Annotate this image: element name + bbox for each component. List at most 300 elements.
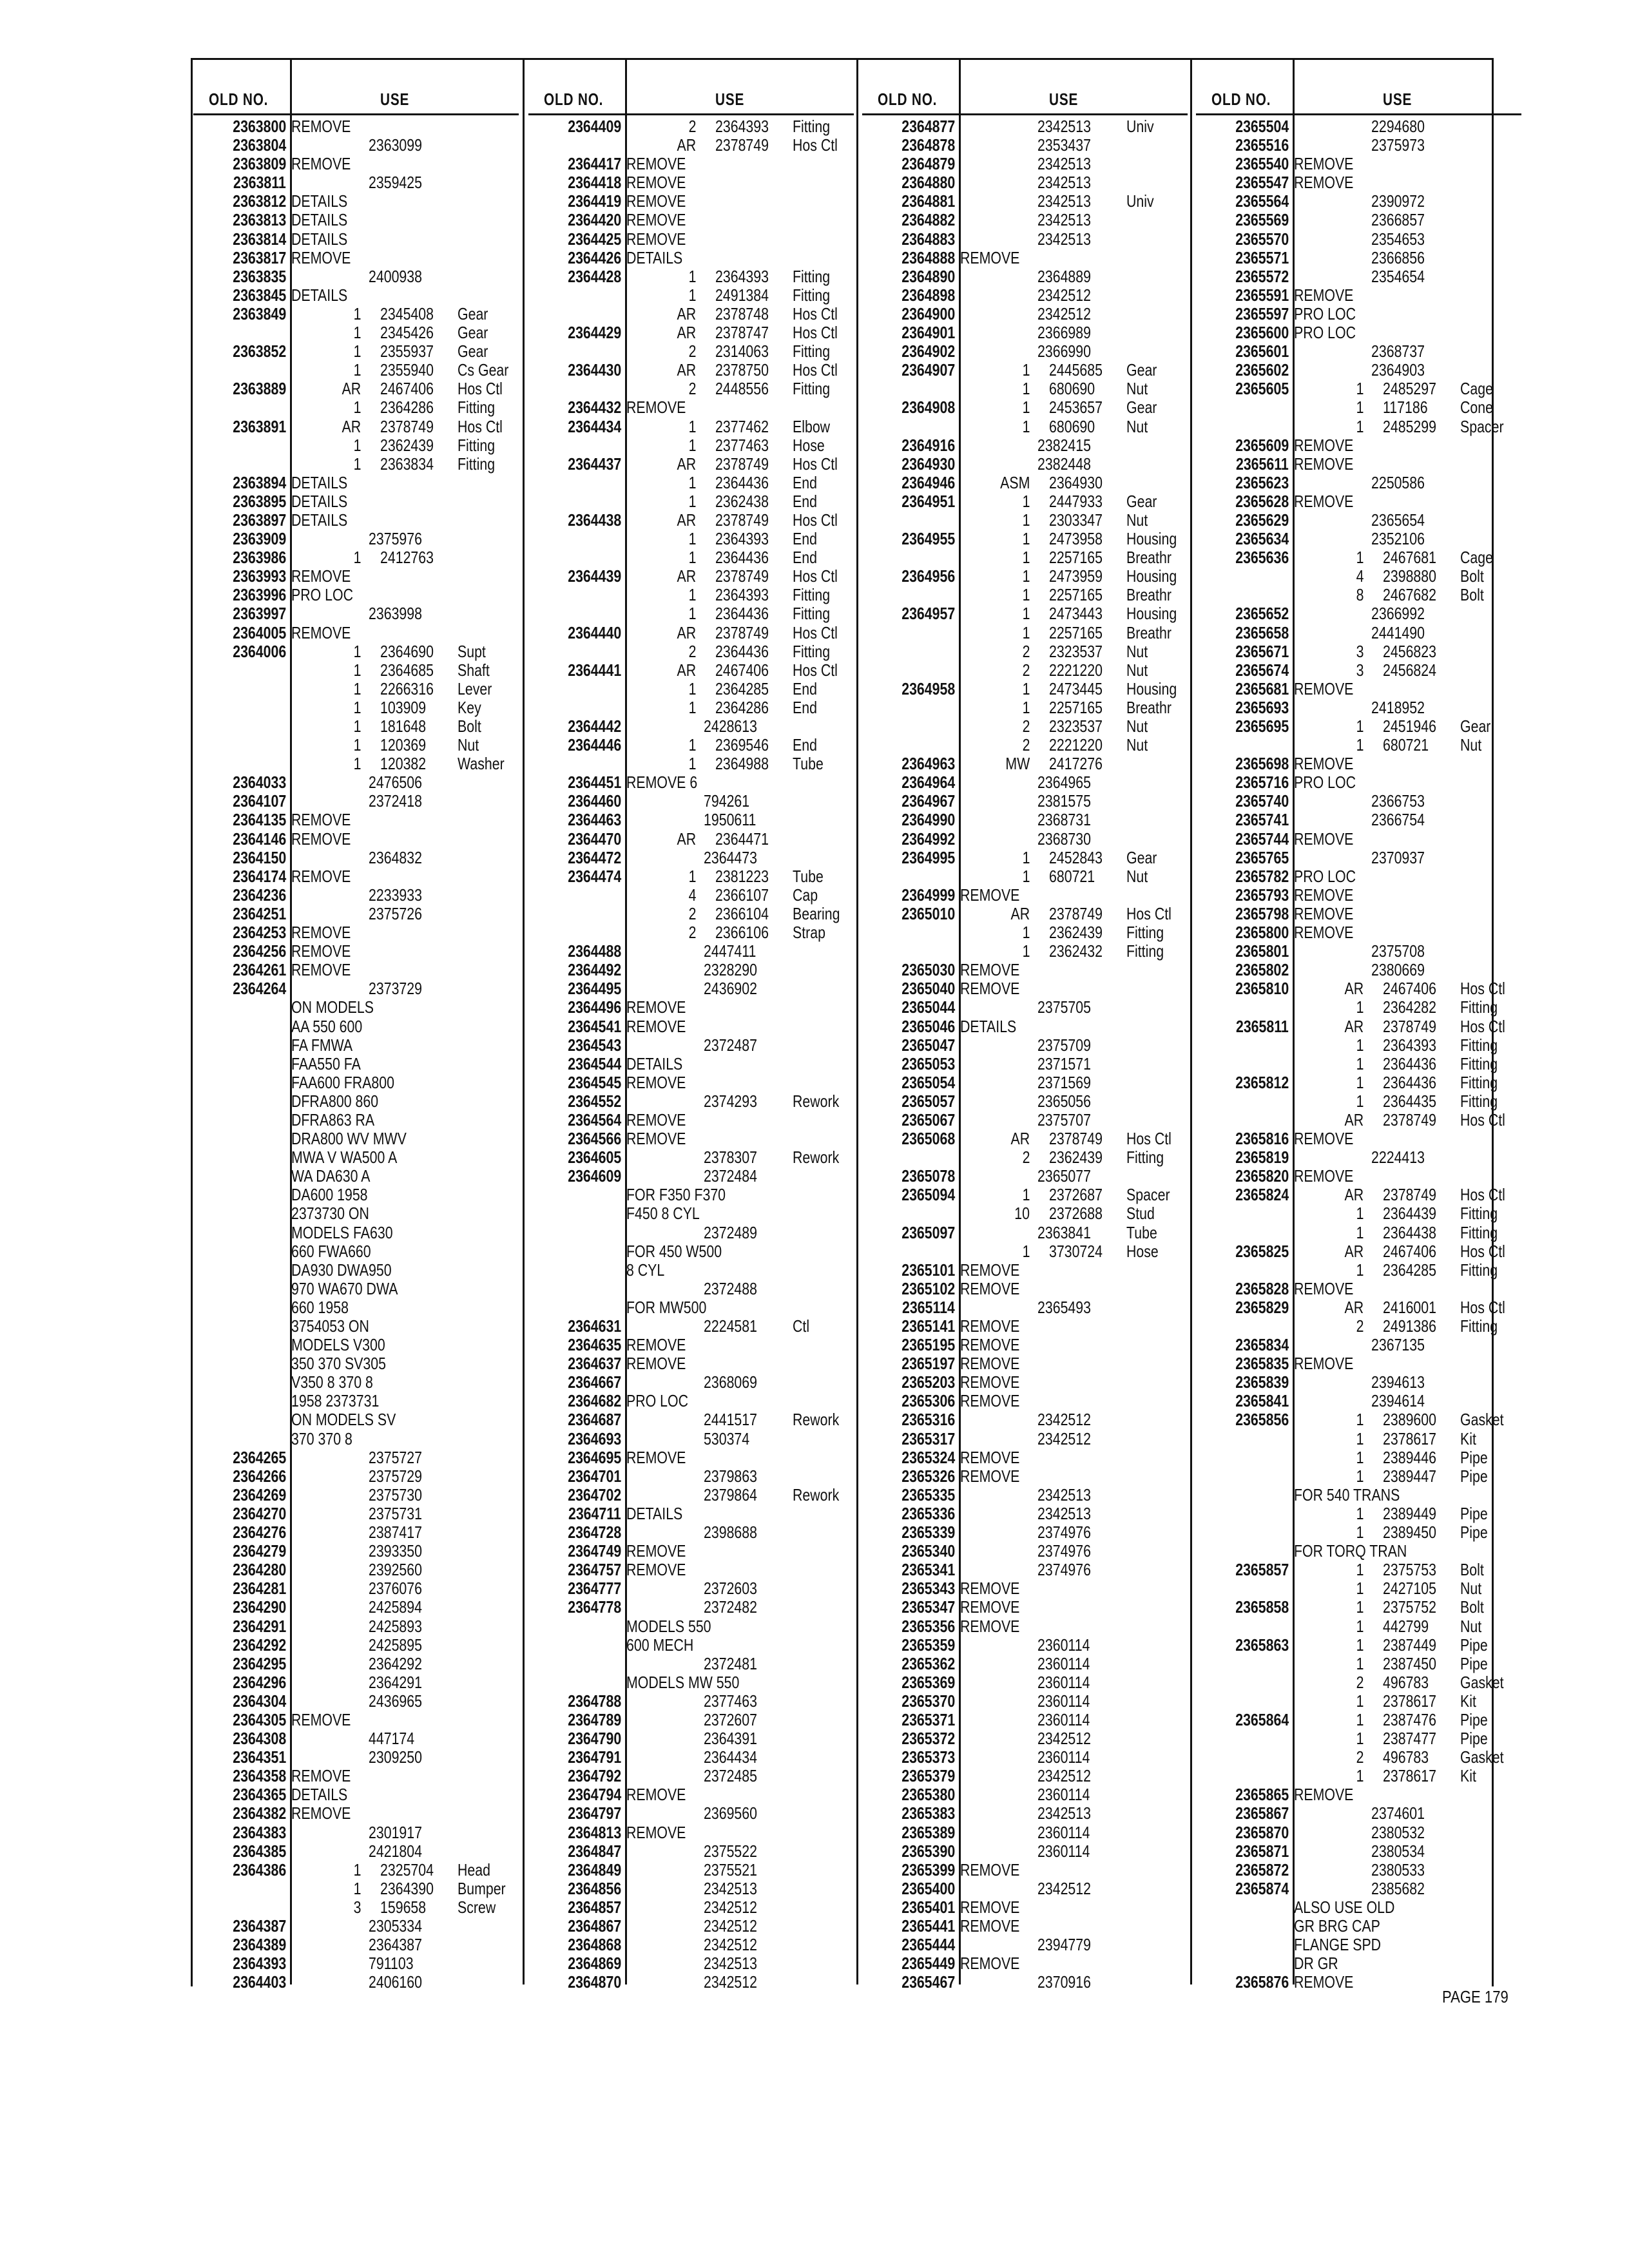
part-description: Nut bbox=[1126, 735, 1148, 755]
quantity: 1 bbox=[353, 735, 361, 755]
new-part-number: 2394779 bbox=[1037, 1935, 1092, 1955]
use-note: REMOVE bbox=[960, 1316, 1020, 1336]
use-note: REMOVE bbox=[960, 1466, 1020, 1486]
use-note: REMOVE bbox=[1294, 285, 1354, 305]
table-row bbox=[528, 1448, 854, 1467]
old-part-number: 2365057 bbox=[901, 1091, 955, 1111]
old-part-number: 2364281 bbox=[232, 1579, 286, 1599]
quantity: 1 bbox=[353, 323, 361, 343]
table-row bbox=[528, 211, 854, 229]
quantity: 2 bbox=[1356, 1672, 1364, 1692]
part-description: Cap bbox=[793, 885, 818, 905]
new-part-number: 2436965 bbox=[369, 1691, 423, 1711]
old-part-number: 2364541 bbox=[567, 1016, 621, 1036]
use-note: REMOVE bbox=[626, 1822, 686, 1842]
old-part-number: 2365197 bbox=[901, 1354, 955, 1374]
part-description: Washer bbox=[458, 754, 505, 774]
use-note: 970 WA670 DWA bbox=[291, 1278, 398, 1298]
part-description: Key bbox=[458, 697, 481, 717]
table-row bbox=[528, 624, 854, 642]
new-part-number: 2406160 bbox=[369, 1972, 423, 1992]
table-row bbox=[193, 173, 519, 192]
table-row bbox=[528, 942, 854, 961]
new-part-number: 2368731 bbox=[1037, 810, 1092, 830]
table-row bbox=[862, 173, 1188, 192]
new-part-number: 2364393 bbox=[715, 585, 769, 605]
old-part-number: 2365356 bbox=[901, 1616, 955, 1636]
part-description: Hos Ctl bbox=[1126, 903, 1171, 923]
quantity: 2 bbox=[688, 641, 696, 661]
use-note: REMOVE 6 bbox=[626, 773, 698, 793]
old-part-number: 2365819 bbox=[1235, 1148, 1289, 1168]
old-part-number: 2365195 bbox=[901, 1335, 955, 1355]
new-part-number: 2387417 bbox=[369, 1523, 423, 1542]
table-row bbox=[528, 604, 854, 623]
new-part-number: 2389600 bbox=[1383, 1410, 1437, 1430]
use-note: REMOVE bbox=[626, 1541, 686, 1561]
table-row bbox=[862, 436, 1188, 455]
table-column bbox=[528, 58, 854, 1992]
header-use: USE bbox=[1383, 90, 1412, 109]
old-part-number: 2364790 bbox=[567, 1729, 621, 1749]
use-note: FOR MW500 bbox=[626, 1297, 707, 1317]
use-note: REMOVE bbox=[626, 229, 686, 249]
quantity: AR bbox=[1344, 1110, 1364, 1129]
new-part-number: 2447411 bbox=[704, 941, 757, 961]
table-row bbox=[193, 155, 519, 173]
table-row bbox=[528, 418, 854, 436]
table-row bbox=[528, 455, 854, 474]
new-part-number: 2342513 bbox=[1037, 191, 1092, 211]
old-part-number: 2365371 bbox=[901, 1709, 955, 1729]
table-row bbox=[528, 1879, 854, 1898]
new-part-number: 2485297 bbox=[1383, 379, 1437, 399]
new-part-number: 2364965 bbox=[1037, 773, 1092, 793]
part-description: Fitting bbox=[793, 341, 831, 361]
part-description: Nut bbox=[1126, 416, 1148, 436]
new-part-number: 2366753 bbox=[1371, 791, 1425, 811]
old-part-number: 2365316 bbox=[901, 1410, 955, 1430]
old-part-number: 2364474 bbox=[567, 866, 621, 886]
new-part-number: 1950611 bbox=[704, 810, 757, 830]
use-note: 600 MECH bbox=[626, 1635, 694, 1655]
table-row bbox=[1196, 1655, 1521, 1673]
new-part-number: 2378617 bbox=[1383, 1428, 1437, 1448]
part-description: Nut bbox=[1460, 735, 1482, 755]
old-part-number: 2364916 bbox=[901, 435, 955, 455]
old-part-number: 2364266 bbox=[232, 1466, 286, 1486]
new-part-number: 2378749 bbox=[715, 454, 769, 474]
use-note: REMOVE bbox=[960, 247, 1020, 267]
table-row bbox=[528, 398, 854, 417]
use-note: DFRA863 RA bbox=[291, 1110, 375, 1129]
new-part-number: 2364690 bbox=[380, 641, 434, 661]
new-part-number: 2364903 bbox=[1371, 360, 1425, 380]
old-part-number: 2364470 bbox=[567, 829, 621, 849]
new-part-number: 2342512 bbox=[1037, 1878, 1092, 1898]
old-part-number: 2364270 bbox=[232, 1503, 286, 1523]
new-part-number: 2370916 bbox=[1037, 1972, 1092, 1992]
use-note: FOR 540 TRANS bbox=[1294, 1485, 1400, 1504]
old-part-number: 2363849 bbox=[232, 303, 286, 323]
new-part-number: 2412763 bbox=[380, 548, 434, 568]
table-row bbox=[193, 1823, 519, 1842]
table-row bbox=[193, 1373, 519, 1392]
new-part-number: 2221220 bbox=[1049, 660, 1103, 680]
old-part-number: 2365102 bbox=[901, 1278, 955, 1298]
quantity: 1 bbox=[1356, 716, 1364, 736]
quantity: 1 bbox=[1356, 1466, 1364, 1486]
table-row bbox=[1196, 998, 1521, 1017]
new-part-number: 2372484 bbox=[704, 1166, 758, 1186]
table-row bbox=[528, 1410, 854, 1429]
table-row bbox=[193, 1561, 519, 1579]
part-description: Bolt bbox=[458, 716, 481, 736]
part-description: Gear bbox=[1126, 360, 1157, 380]
new-part-number: 2491384 bbox=[715, 285, 769, 305]
table-row bbox=[528, 1317, 854, 1336]
part-description: Hos Ctl bbox=[793, 323, 838, 343]
table-row bbox=[193, 1673, 519, 1692]
new-part-number: 2389450 bbox=[1383, 1523, 1437, 1542]
table-row bbox=[1196, 342, 1521, 361]
table-row bbox=[528, 1504, 854, 1523]
quantity: 1 bbox=[1022, 697, 1030, 717]
use-note: REMOVE bbox=[1294, 1278, 1354, 1298]
old-part-number: 2364702 bbox=[567, 1485, 621, 1504]
part-description: Gasket bbox=[1460, 1672, 1504, 1692]
use-note: FOR 450 W500 bbox=[626, 1241, 722, 1261]
table-row bbox=[862, 1898, 1188, 1917]
old-part-number: 2365820 bbox=[1235, 1166, 1289, 1186]
table-row bbox=[528, 530, 854, 548]
old-part-number: 2365858 bbox=[1235, 1597, 1289, 1617]
table-row bbox=[862, 1748, 1188, 1767]
table-row bbox=[1196, 1917, 1521, 1936]
old-part-number: 2365324 bbox=[901, 1447, 955, 1467]
table-row bbox=[193, 1186, 519, 1204]
part-description: Cage bbox=[1460, 379, 1493, 399]
table-row bbox=[1196, 886, 1521, 905]
table-row bbox=[528, 1561, 854, 1579]
new-part-number: 2366992 bbox=[1371, 604, 1425, 624]
new-part-number: 2364393 bbox=[715, 266, 769, 286]
new-part-number: 2364393 bbox=[715, 117, 769, 136]
quantity: 1 bbox=[688, 866, 696, 886]
new-part-number: 2342512 bbox=[704, 1897, 758, 1917]
table-row bbox=[193, 1354, 519, 1373]
new-part-number: 2364291 bbox=[369, 1672, 423, 1692]
table-row bbox=[862, 548, 1188, 567]
old-part-number: 2363817 bbox=[232, 247, 286, 267]
new-part-number: 2364434 bbox=[704, 1747, 758, 1767]
use-note: 3754053 ON bbox=[291, 1316, 369, 1336]
table-row bbox=[862, 867, 1188, 886]
header-old-no: OLD NO. bbox=[878, 90, 938, 109]
new-part-number: 2363834 bbox=[380, 454, 434, 474]
new-part-number: 2441517 bbox=[704, 1410, 758, 1430]
old-part-number: 2363997 bbox=[232, 604, 286, 624]
table-row bbox=[193, 1467, 519, 1486]
old-part-number: 2363845 bbox=[232, 285, 286, 305]
new-part-number: 2360114 bbox=[1037, 1635, 1090, 1655]
table-row bbox=[528, 642, 854, 661]
table-row bbox=[862, 1842, 1188, 1861]
old-part-number: 2365094 bbox=[901, 1185, 955, 1205]
quantity: 1 bbox=[1022, 360, 1030, 380]
use-note: REMOVE bbox=[291, 866, 351, 886]
old-part-number: 2364261 bbox=[232, 960, 286, 980]
new-part-number: 2365077 bbox=[1037, 1166, 1092, 1186]
old-part-number: 2365379 bbox=[901, 1766, 955, 1786]
part-description: Nut bbox=[1460, 1616, 1482, 1636]
old-part-number: 2364253 bbox=[232, 923, 286, 943]
new-part-number: 2375752 bbox=[1383, 1597, 1437, 1617]
use-note: MODELS MW 550 bbox=[626, 1672, 740, 1692]
table-row bbox=[1196, 173, 1521, 192]
old-part-number: 2364296 bbox=[232, 1672, 286, 1692]
quantity: AR bbox=[677, 135, 696, 155]
part-description: Nut bbox=[458, 735, 479, 755]
table-row bbox=[528, 1692, 854, 1711]
use-note: DRA800 WV MWV bbox=[291, 1129, 407, 1149]
old-part-number: 2364566 bbox=[567, 1129, 621, 1149]
part-description: Fitting bbox=[1460, 1316, 1498, 1336]
table-row bbox=[862, 811, 1188, 829]
old-part-number: 2363814 bbox=[232, 229, 286, 249]
new-part-number: 2360114 bbox=[1037, 1691, 1090, 1711]
old-part-number: 2364995 bbox=[901, 847, 955, 867]
old-part-number: 2364791 bbox=[567, 1747, 621, 1767]
new-part-number: 2447933 bbox=[1049, 491, 1103, 511]
old-part-number: 2364956 bbox=[901, 566, 955, 586]
quantity: 1 bbox=[1022, 566, 1030, 586]
old-part-number: 2364438 bbox=[567, 510, 621, 530]
old-part-number: 2365010 bbox=[901, 903, 955, 923]
old-part-number: 2365401 bbox=[901, 1897, 955, 1917]
old-part-number: 2365876 bbox=[1235, 1972, 1289, 1992]
quantity: 1 bbox=[1022, 548, 1030, 568]
old-part-number: 2364385 bbox=[232, 1841, 286, 1861]
old-part-number: 2365380 bbox=[901, 1785, 955, 1805]
old-part-number: 2364880 bbox=[901, 173, 955, 193]
row-list bbox=[862, 117, 1188, 1992]
table-row bbox=[862, 1242, 1188, 1261]
table-row bbox=[862, 1617, 1188, 1636]
use-note: REMOVE bbox=[291, 1803, 351, 1823]
use-note: DETAILS bbox=[626, 247, 683, 267]
new-part-number: 2378617 bbox=[1383, 1766, 1437, 1786]
table-row bbox=[862, 1448, 1188, 1467]
new-part-number: 2374976 bbox=[1037, 1523, 1092, 1542]
new-part-number: 2378749 bbox=[715, 622, 769, 642]
part-description: Nut bbox=[1126, 379, 1148, 399]
new-part-number: 680690 bbox=[1049, 416, 1095, 436]
old-part-number: 2364308 bbox=[232, 1729, 286, 1749]
table-row bbox=[1196, 1748, 1521, 1767]
table-row bbox=[528, 1617, 854, 1636]
old-part-number: 2365340 bbox=[901, 1541, 955, 1561]
new-part-number: 2378749 bbox=[715, 510, 769, 530]
new-part-number: 2342513 bbox=[1037, 210, 1092, 230]
new-part-number: 2364390 bbox=[380, 1878, 434, 1898]
table-row bbox=[193, 849, 519, 867]
old-part-number: 2365597 bbox=[1235, 303, 1289, 323]
use-note: REMOVE bbox=[1294, 829, 1354, 849]
old-part-number: 2365811 bbox=[1236, 1016, 1289, 1036]
quantity: 1 bbox=[353, 1860, 361, 1879]
table-row bbox=[193, 474, 519, 492]
table-row bbox=[862, 1280, 1188, 1298]
use-note: REMOVE bbox=[291, 1709, 351, 1729]
old-part-number: 2363812 bbox=[232, 191, 286, 211]
table-row bbox=[862, 342, 1188, 361]
part-description: Pipe bbox=[1460, 1709, 1488, 1729]
table-row bbox=[528, 849, 854, 867]
old-part-number: 2364870 bbox=[567, 1972, 621, 1992]
old-part-number: 2364264 bbox=[232, 979, 286, 999]
quantity: AR bbox=[342, 416, 361, 436]
table-row bbox=[528, 792, 854, 811]
old-part-number: 2364256 bbox=[232, 941, 286, 961]
table-row bbox=[528, 1204, 854, 1223]
table-row bbox=[528, 548, 854, 567]
old-part-number: 2364609 bbox=[567, 1166, 621, 1186]
table-row bbox=[1196, 1336, 1521, 1354]
table-row bbox=[1196, 1692, 1521, 1711]
table-row bbox=[1196, 1448, 1521, 1467]
table-row bbox=[1196, 1542, 1521, 1561]
part-description: Gasket bbox=[1460, 1410, 1504, 1430]
use-note: REMOVE bbox=[626, 1016, 686, 1036]
old-part-number: 2365369 bbox=[901, 1672, 955, 1692]
new-part-number: 791103 bbox=[369, 1954, 414, 1974]
part-description: Gear bbox=[458, 303, 488, 323]
row-list bbox=[193, 117, 519, 1992]
new-part-number: 2303347 bbox=[1049, 510, 1103, 530]
old-part-number: 2364898 bbox=[901, 285, 955, 305]
old-part-number: 2365636 bbox=[1235, 548, 1289, 568]
new-part-number: 2400938 bbox=[369, 266, 423, 286]
table-row bbox=[528, 1111, 854, 1129]
use-note: PRO LOC bbox=[1294, 303, 1356, 323]
table-row bbox=[862, 1486, 1188, 1504]
part-description: Hos Ctl bbox=[1460, 1016, 1505, 1036]
quantity: 1 bbox=[353, 398, 361, 418]
table-row bbox=[528, 1186, 854, 1204]
quantity: 1 bbox=[1022, 604, 1030, 624]
old-part-number: 2364495 bbox=[567, 979, 621, 999]
new-part-number: 2379863 bbox=[704, 1466, 758, 1486]
new-part-number: 2380534 bbox=[1371, 1841, 1425, 1861]
new-part-number: 2372687 bbox=[1049, 1185, 1103, 1205]
new-part-number: 2366104 bbox=[715, 903, 769, 923]
header-use: USE bbox=[1049, 90, 1079, 109]
quantity: 2 bbox=[688, 341, 696, 361]
quantity: 2 bbox=[688, 117, 696, 136]
old-part-number: 2365572 bbox=[1235, 266, 1289, 286]
table-row bbox=[862, 361, 1188, 380]
table-row bbox=[862, 1636, 1188, 1655]
quantity: 1 bbox=[1022, 416, 1030, 436]
part-description: End bbox=[793, 735, 817, 755]
old-part-number: 2364635 bbox=[567, 1335, 621, 1355]
table-row bbox=[193, 1448, 519, 1467]
use-note: FOR F350 F370 bbox=[626, 1185, 726, 1205]
new-part-number: 2441490 bbox=[1371, 622, 1425, 642]
part-description: Fitting bbox=[793, 604, 831, 624]
new-part-number: 2362432 bbox=[1049, 941, 1103, 961]
quantity: 1 bbox=[1022, 847, 1030, 867]
use-note: REMOVE bbox=[960, 1897, 1020, 1917]
old-part-number: 2365841 bbox=[1235, 1391, 1289, 1411]
old-part-number: 2365671 bbox=[1235, 641, 1289, 661]
table-row bbox=[1196, 1242, 1521, 1261]
table-row bbox=[193, 754, 519, 773]
old-part-number: 2364420 bbox=[567, 210, 621, 230]
old-part-number: 2364005 bbox=[232, 622, 286, 642]
part-description: Bolt bbox=[1460, 566, 1484, 586]
table-row bbox=[528, 1073, 854, 1092]
table-column bbox=[1196, 58, 1521, 1992]
use-note: DETAILS bbox=[291, 1785, 348, 1805]
quantity: 1 bbox=[1022, 923, 1030, 943]
part-description: Pipe bbox=[1460, 1503, 1488, 1523]
table-row bbox=[193, 548, 519, 567]
table-row bbox=[193, 1917, 519, 1936]
old-part-number: 2364788 bbox=[567, 1691, 621, 1711]
quantity: 1 bbox=[1356, 735, 1364, 755]
old-part-number: 2364900 bbox=[901, 303, 955, 323]
part-description: Gear bbox=[1460, 716, 1491, 736]
table-row bbox=[862, 998, 1188, 1017]
part-description: Univ bbox=[1126, 191, 1154, 211]
table-row bbox=[1196, 1129, 1521, 1148]
table-row bbox=[528, 1354, 854, 1373]
use-note: REMOVE bbox=[1294, 173, 1354, 193]
table-row bbox=[1196, 418, 1521, 436]
old-part-number: 2365870 bbox=[1235, 1822, 1289, 1842]
part-description: Fitting bbox=[1460, 1072, 1498, 1092]
old-part-number: 2364442 bbox=[567, 716, 621, 736]
part-description: Gear bbox=[1126, 398, 1157, 418]
new-part-number: 2381575 bbox=[1037, 791, 1092, 811]
old-part-number: 2363993 bbox=[232, 566, 286, 586]
table-row bbox=[862, 754, 1188, 773]
table-row bbox=[1196, 586, 1521, 604]
new-part-number: 2473445 bbox=[1049, 678, 1103, 698]
table-row bbox=[862, 1954, 1188, 1973]
table-row bbox=[862, 961, 1188, 979]
old-part-number: 2364879 bbox=[901, 154, 955, 174]
table-column bbox=[193, 58, 519, 1992]
old-part-number: 2364682 bbox=[567, 1391, 621, 1411]
quantity: 1 bbox=[688, 266, 696, 286]
old-part-number: 2364856 bbox=[567, 1878, 621, 1898]
table-row bbox=[193, 1655, 519, 1673]
table-row bbox=[1196, 249, 1521, 267]
table-row bbox=[862, 586, 1188, 604]
use-note: DA600 1958 bbox=[291, 1185, 368, 1205]
old-part-number: 2363804 bbox=[232, 135, 286, 155]
old-part-number: 2364552 bbox=[567, 1091, 621, 1111]
quantity: 1 bbox=[688, 529, 696, 549]
old-part-number: 2365326 bbox=[901, 1466, 955, 1486]
use-note: REMOVE bbox=[626, 1354, 686, 1374]
table-row bbox=[193, 1879, 519, 1898]
quantity: 1 bbox=[1356, 1428, 1364, 1448]
table-row bbox=[1196, 1561, 1521, 1579]
